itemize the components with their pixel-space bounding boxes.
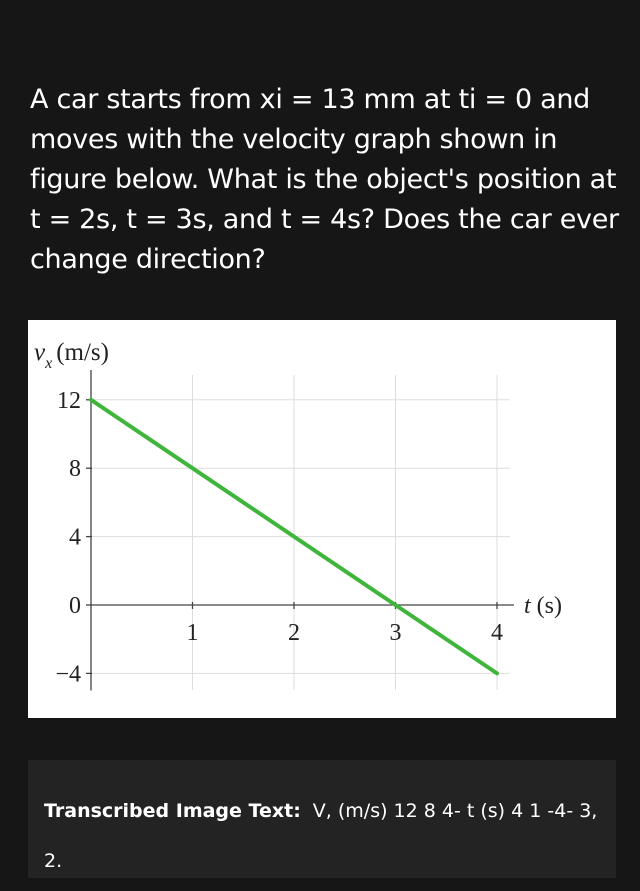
y-tick-label: 12 [57, 387, 81, 414]
velocity-chart-svg [28, 320, 616, 718]
y-tick-label: 8 [69, 456, 81, 483]
x-axis-label: t (s) [524, 593, 562, 619]
question-text: A car starts from xi = 13 mm at ti = 0 and moves with the velocity graph shown in figure below. What is the object's position at t = 2s, t = 3s, and t = 4s? Does the car ever change direction? [30, 84, 619, 275]
transcribed-box [28, 760, 616, 878]
transcribed-label: Transcribed Image Text: [44, 800, 301, 822]
x-tick-label: 3 [389, 620, 402, 646]
y-tick-label: −4 [55, 661, 81, 688]
y-tick-label: 4 [69, 524, 81, 551]
x-tick-label: 2 [288, 620, 300, 646]
y-tick-label: 0 [69, 593, 81, 619]
y-axis-label: $v_x$ (m/s) [34, 339, 109, 372]
velocity-graph [28, 320, 616, 718]
transcribed-text: V, (m/s) 12 8 4- t (s) 4 1 -4- 3, 2. [44, 800, 598, 872]
x-tick-label: 1 [186, 620, 199, 646]
x-tick-label: 4 [491, 620, 503, 646]
